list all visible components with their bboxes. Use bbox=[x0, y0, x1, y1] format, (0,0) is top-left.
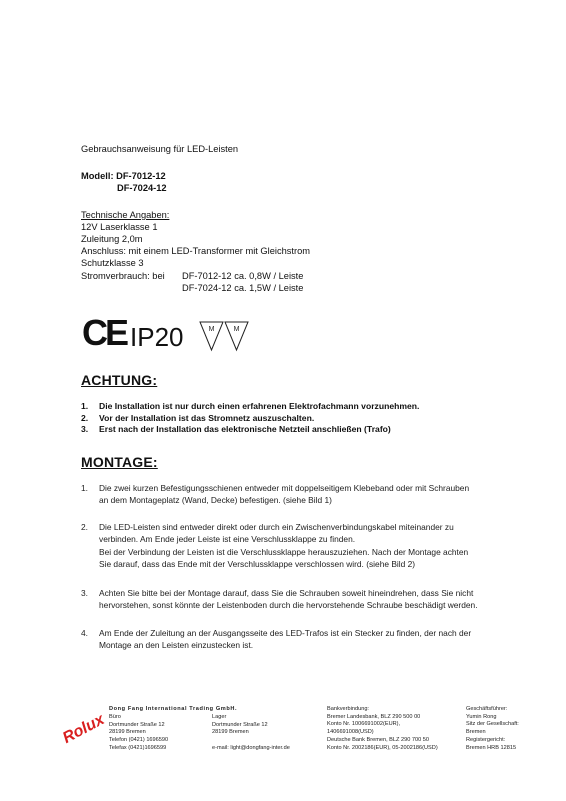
item-number: 2. bbox=[81, 412, 89, 423]
footer-office bbox=[109, 714, 168, 753]
ce-mark: CE bbox=[82, 312, 127, 353]
footer-line: 1406691008(USD) bbox=[327, 729, 374, 736]
footer-line: 28199 Bremen bbox=[109, 729, 146, 736]
list-item bbox=[81, 521, 468, 571]
footer-line: Bremen bbox=[466, 729, 486, 736]
footer-line: Telefon (0421) 1696590 bbox=[109, 737, 169, 744]
m-symbol-text: M bbox=[233, 326, 240, 333]
item-line: Montage an den Leisten einzustecken ist. bbox=[99, 640, 254, 651]
footer-line: Dortmunder Straße 12 bbox=[109, 721, 165, 728]
footer-line: Telefax (0421)1696599 bbox=[109, 744, 167, 751]
model-label: Modell: DF-7012-12 bbox=[81, 171, 166, 181]
list-item bbox=[81, 627, 471, 652]
item-line: hervorstehen, sonst könnte der Leistenboden durch die hervorstehende Schraube beschädigt werden. bbox=[99, 600, 478, 611]
item-line: Die LED-Leisten sind entweder direkt oder durch ein Zwischenverbindungskabel miteinander zu bbox=[99, 522, 454, 532]
montage-list-4 bbox=[81, 627, 471, 652]
footer-line: Lager bbox=[212, 714, 227, 720]
montage-heading: MONTAGE: bbox=[81, 454, 158, 470]
montage-list-1 bbox=[81, 482, 469, 507]
item-text: Die Installation ist nur durch einen erfahrenen Elektrofachmann vorzunehmen. bbox=[99, 401, 420, 411]
item-number: 4. bbox=[81, 628, 88, 638]
achtung-list bbox=[81, 401, 419, 436]
model-2: DF-7024-12 bbox=[117, 183, 167, 193]
footer-line: Yumin Rong bbox=[466, 713, 497, 720]
m-symbol-text: M bbox=[208, 326, 215, 333]
power-value: DF-7024-12 ca. 1,5W / Leiste bbox=[182, 283, 304, 293]
document-title: Gebrauchsanweisung für LED-Leisten bbox=[81, 144, 239, 154]
footer-line: 28199 Bremen bbox=[212, 729, 249, 736]
footer-line: Konto Nr. 2002186(EUR), 05-2002186(USD) bbox=[327, 744, 438, 751]
spec-line: Zuleitung 2,0m bbox=[81, 234, 143, 244]
footer-line: Deutsche Bank Bremen, BLZ 290 700 50 bbox=[327, 736, 429, 743]
item-line: Am Ende der Zuleitung an der Ausgangsseite des LED-Trafos ist ein Stecker zu finden, der nach der bbox=[99, 628, 472, 638]
list-item bbox=[81, 482, 469, 507]
footer-line: Dortmunder Straße 12 bbox=[212, 721, 268, 728]
spec-line: 12V Laserklasse 1 bbox=[81, 222, 158, 232]
list-item bbox=[81, 424, 419, 436]
list-item bbox=[81, 413, 419, 425]
footer-line: Bankverbindung: bbox=[327, 706, 369, 712]
achtung-heading: ACHTUNG: bbox=[81, 372, 158, 388]
rolux-stamp: Rolux bbox=[60, 711, 108, 748]
specs-heading: Technische Angaben: bbox=[81, 210, 170, 220]
footer-line: Geschäftsführer: bbox=[466, 706, 508, 712]
footer-line: Sitz der Gesellschaft: bbox=[466, 721, 519, 728]
item-number: 3. bbox=[81, 424, 89, 434]
power-value: DF-7012-12 ca. 0,8W / Leiste bbox=[182, 271, 304, 281]
list-item bbox=[81, 401, 419, 413]
footer-line: Bremer Landesbank, BLZ 290 500 00 bbox=[327, 713, 421, 720]
footer-management bbox=[466, 706, 519, 752]
power-label: Stromverbrauch: bei bbox=[81, 271, 165, 281]
item-line: verbinden. Am Ende jeder Leiste ist eine Verschlussklappe zu finden. bbox=[99, 534, 356, 545]
footer-company: Dong Fang International Trading GmbH. bbox=[109, 706, 238, 712]
item-line: Achten Sie bitte bei der Montage darauf, dass Sie die Schrauben soweit hineindrehen, dass Sie nicht bbox=[99, 588, 474, 598]
list-item bbox=[81, 587, 478, 612]
item-line: an dem Montageplatz (Wand, Decke) befestigen. (siehe Bild 1) bbox=[99, 495, 332, 506]
footer-line: Bremen HRB 12815 bbox=[466, 744, 517, 751]
montage-list-2 bbox=[81, 521, 468, 571]
item-number: 2. bbox=[81, 522, 88, 532]
item-text: Erst nach der Installation das elektronische Netzteil anschließen (Trafo) bbox=[99, 424, 391, 434]
montage-list-3 bbox=[81, 587, 478, 612]
footer-line: Konto Nr. 1006691002(EUR), bbox=[327, 721, 401, 728]
item-number: 3. bbox=[81, 588, 88, 598]
footer-line bbox=[212, 737, 290, 745]
footer-line: Registergericht: bbox=[466, 736, 506, 743]
item-line: Die zwei kurzen Befestigungsschienen entweder mit doppelseitigem Klebeband oder mit Schrauben bbox=[99, 483, 470, 493]
footer-line: Büro bbox=[109, 714, 121, 720]
footer-warehouse bbox=[212, 714, 290, 753]
item-text: Vor der Installation ist das Stromnetz auszuschalten. bbox=[99, 412, 315, 423]
spec-line: Schutzklasse 3 bbox=[81, 258, 144, 268]
spec-line: Anschluss: mit einem LED-Transformer mit Gleichstrom bbox=[81, 246, 311, 256]
footer-bank bbox=[327, 706, 438, 752]
item-line: Bei der Verbindung der Leisten ist die Verschlussklappe herauszuziehen. Nach der Montage achten bbox=[99, 546, 469, 557]
item-number: 1. bbox=[81, 401, 89, 411]
item-line: Sie darauf, dass das Ende mit der Verschlussklappe verschlossen wird. (siehe Bild 2) bbox=[99, 559, 416, 570]
item-number: 1. bbox=[81, 483, 88, 493]
footer-email: e-mail: light@dongfang-inter.de bbox=[212, 744, 290, 751]
ip-rating: IP20 bbox=[130, 322, 184, 352]
m-triangle-icons bbox=[198, 320, 250, 352]
